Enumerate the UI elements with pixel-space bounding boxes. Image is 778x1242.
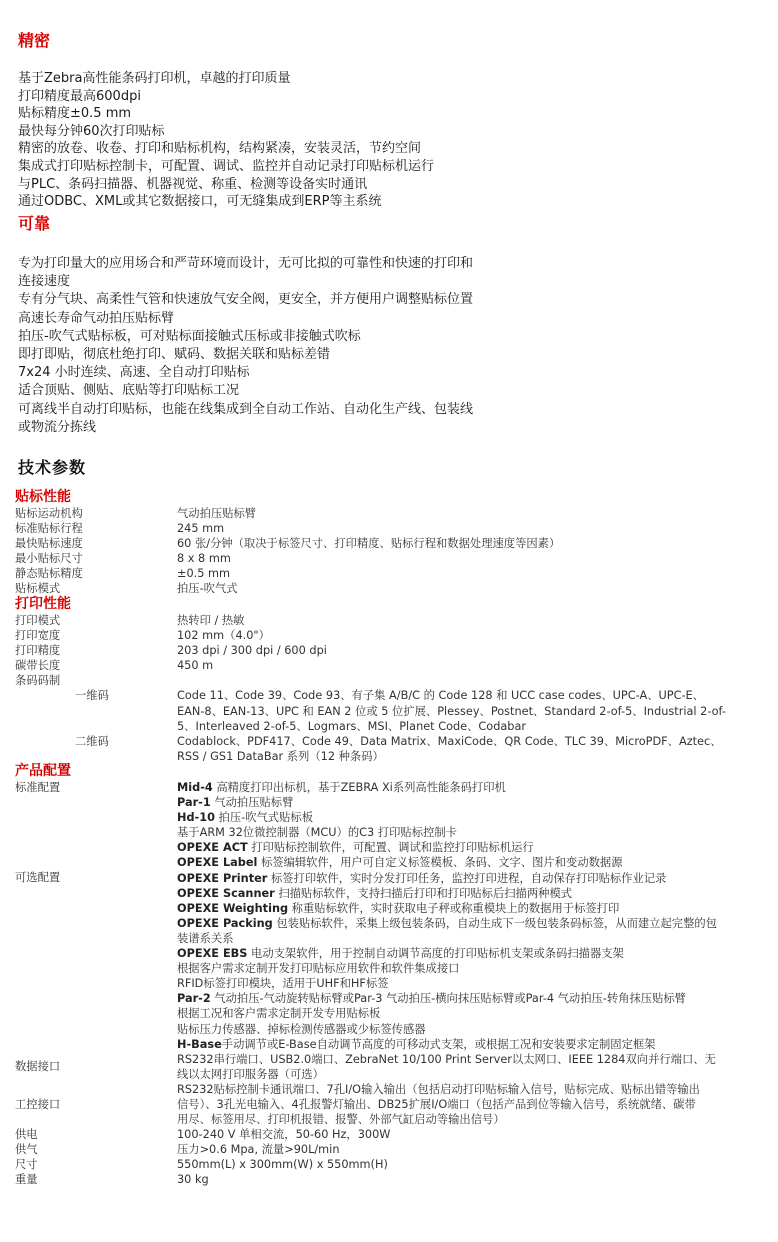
standard-config-line xyxy=(177,780,755,795)
labeling-table xyxy=(15,506,755,597)
spec-value: 100-240 V 单相交流，50-60 Hz，300W xyxy=(177,1128,391,1142)
barcode-2d-line: RSS / GS1 DataBar 系列（12 种条码） xyxy=(177,749,384,763)
config-item-desc: 装谱系关系 xyxy=(177,931,234,945)
config-item-desc: 标签打印软件，实时分发打印任务，监控打印进程，自动保存打印贴标作业记录 xyxy=(267,871,667,885)
config-item-name: Par-2 xyxy=(177,992,211,1006)
barcode-2d-line: Codablock、PDF417、Code 49、Data Matrix、MaxiCode、QR Code、TLC 39、MicroPDF、Aztec、 xyxy=(177,734,722,748)
reliable-line: 或物流分拣线 xyxy=(18,419,97,435)
barcode-2d-label: 二维码 xyxy=(75,734,109,748)
barcode-2d-row xyxy=(15,734,755,764)
reliable-line: 拍压-吹气式贴标板，可对贴标面接触式压标或非接触式吹标 xyxy=(18,328,361,344)
barcode-1d-row xyxy=(15,688,755,733)
spec-row xyxy=(15,521,755,536)
config-item-desc: 高精度打印出标机，基于ZEBRA Xi系列高性能条码打印机 xyxy=(212,781,506,794)
config-item-desc: 根据客户需求定制开发打印贴标应用软件和软件集成接口 xyxy=(177,962,460,976)
tech-specs-title: 技术参数 xyxy=(18,458,87,477)
reliable-line: 适合顶贴、侧贴、底贴等打印贴标工况 xyxy=(18,383,240,399)
reliable-line: 7x24 小时连续、高速、全自动打印贴标 xyxy=(18,365,250,381)
spec-value: ±0.5 mm xyxy=(177,567,231,581)
io-interface-line: 用尽、标签用尽、打印机报错、报警、外部气缸启动等输出信号） xyxy=(177,1113,505,1127)
optional-config-line xyxy=(177,886,755,901)
spec-row xyxy=(15,536,755,551)
config-item-desc: 电动支架软件，用于控制自动调节高度的打印贴标机支架或条码扫描器支架 xyxy=(247,947,624,961)
config-item-name: OPEXE Packing xyxy=(177,916,273,930)
printing-heading: 打印性能 xyxy=(15,596,71,612)
precision-lines xyxy=(18,70,558,211)
config-item-desc: 基于ARM 32位微控制器（MCU）的C3 打印贴标控制卡 xyxy=(177,826,457,840)
config-item-name: OPEXE Printer xyxy=(177,871,268,885)
spec-label: 贴标运动机构 xyxy=(15,507,83,520)
spec-row xyxy=(15,643,755,658)
labeling-heading: 贴标性能 xyxy=(15,489,71,505)
spec-label: 碳带长度 xyxy=(15,659,61,673)
io-interface-line: RS232贴标控制卡通讯端口、7孔I/O输入输出（包括启动打印贴标输入信号，贴标完成、贴标出错等输出 xyxy=(177,1082,700,1096)
precision-line: 与PLC、条码扫描器、机器视觉、称重、检测等设备实时通讯 xyxy=(18,176,368,192)
barcode-1d-line: 5、Interleaved 2-of-5、Logmars、MSI、Planet Code、Codabar xyxy=(177,719,527,733)
config-item-desc: 根据工况和客户需求定制开发专用贴标板 xyxy=(177,1007,381,1021)
barcode-1d-line: Code 11、Code 39、Code 93、有子集 A/B/C 的 Code 128 和 UCC case codes、UPC-A、UPC-E、 xyxy=(177,689,704,703)
precision-line: 基于Zebra高性能条码打印机，卓越的打印质量 xyxy=(18,71,291,86)
barcode-2d-value xyxy=(177,734,755,764)
config-item-desc: 气动拍压-气动旋转贴标臂或Par-3 气动拍压-横向抹压贴标臂或Par-4 气动拍压-转角抹压贴标臂 xyxy=(210,992,686,1006)
spec-row xyxy=(15,673,755,688)
config-item-desc: 贴标压力传感器、掉标检测传感器或少标签传感器 xyxy=(177,1022,426,1036)
printing-table xyxy=(15,613,755,764)
config-item-desc: 扫描贴标软件，支持扫描后打印和打印贴标后扫描两种模式 xyxy=(274,886,573,900)
optional-config-line xyxy=(177,961,755,976)
optional-config-line xyxy=(177,931,755,946)
optional-config-line xyxy=(177,1022,755,1037)
barcode-1d-value xyxy=(177,688,755,733)
optional-config-line xyxy=(177,871,755,886)
config-item-name: OPEXE Weighting xyxy=(177,901,289,915)
spec-value: 热转印 / 热敏 xyxy=(177,614,245,627)
spec-value: 550mm(L) x 300mm(W) x 550mm(H) xyxy=(177,1158,388,1172)
spec-value: 30 kg xyxy=(177,1173,209,1187)
optional-config-value xyxy=(177,840,755,1051)
config-heading: 产品配置 xyxy=(15,763,71,779)
optional-config-line xyxy=(177,840,755,855)
spec-label: 条码码制 xyxy=(15,674,61,688)
precision-line: 集成式打印贴标控制卡，可配置、调试、监控并自动记录打印贴标机运行 xyxy=(18,158,435,174)
spec-label: 打印模式 xyxy=(15,614,61,627)
io-interface-line: 信号）、3孔光电输入、4孔报警灯输出、DB25扩展I/O端口（包括产品到位等输入信号，系统就绪、碳带 xyxy=(177,1097,696,1111)
optional-config-row xyxy=(15,840,755,1051)
spec-label: 最小贴标尺寸 xyxy=(15,552,83,566)
standard-config-line xyxy=(177,795,755,810)
optional-config-line xyxy=(177,1006,755,1021)
precision-line: 通过ODBC、XML或其它数据接口，可无缝集成到ERP等主系统 xyxy=(18,194,382,210)
spec-row xyxy=(15,658,755,673)
optional-config-line xyxy=(177,901,755,916)
io-interface-row xyxy=(15,1082,755,1127)
barcode-1d-line: EAN-8、EAN-13、UPC 和 EAN 2 位或 5 位扩展、Plessey、Postnet、Standard 2-of-5、Industrial 2-of- xyxy=(177,704,726,718)
config-item-desc: 称重贴标软件，实时获取电子秤或称重模块上的数据用于标签打印 xyxy=(288,901,620,915)
config-item-desc: 标签编辑软件，用户可自定义标签模板、条码、文字、图片和变动数据源 xyxy=(257,856,623,870)
config-item-name: Mid-4 xyxy=(177,781,213,794)
standard-config-line xyxy=(177,810,755,825)
precision-heading: 精密 xyxy=(18,31,51,50)
data-interface-row xyxy=(15,1052,755,1082)
reliable-line: 连接速度 xyxy=(18,274,71,290)
spec-value: 拍压-吹气式 xyxy=(177,582,238,596)
precision-line: 贴标精度±0.5 mm xyxy=(18,106,132,122)
config-item-name: Hd-10 xyxy=(177,811,215,825)
reliable-line: 可离线半自动打印贴标，也能在线集成到全自动工作站、自动化生产线、包装线 xyxy=(18,401,474,417)
spec-label: 重量 xyxy=(15,1173,38,1187)
optional-config-label: 可选配置 xyxy=(15,871,61,885)
spec-label: 静态贴标精度 xyxy=(15,567,83,581)
config-item-name: OPEXE ACT xyxy=(177,841,248,855)
config-item-name: OPEXE EBS xyxy=(177,947,248,961)
config-table xyxy=(15,780,755,1188)
spec-value: 245 mm xyxy=(177,522,225,536)
spec-label: 打印宽度 xyxy=(15,629,61,643)
optional-config-line xyxy=(177,976,755,991)
spec-row xyxy=(15,1157,755,1172)
spec-label: 尺寸 xyxy=(15,1158,38,1172)
optional-config-line xyxy=(177,946,755,961)
standard-config-label: 标准配置 xyxy=(15,781,61,794)
config-item-desc: 打印贴标控制软件，可配置、调试和监控打印贴标机运行 xyxy=(247,841,534,855)
optional-config-line xyxy=(177,916,755,931)
data-interface-line: 线以太网打印服务器（可选） xyxy=(177,1067,324,1081)
precision-line: 打印精度最高600dpi xyxy=(18,88,141,104)
data-interface-value xyxy=(177,1052,755,1082)
data-interface-label: 数据接口 xyxy=(15,1059,61,1073)
spec-label: 供气 xyxy=(15,1143,38,1157)
config-item-desc: 包装贴标软件，采集上级包装条码，自动生成下一级包装条码标签，从而建立起完整的包 xyxy=(272,916,717,930)
spec-row xyxy=(15,613,755,628)
standard-config-line xyxy=(177,825,755,840)
spec-row xyxy=(15,551,755,566)
precision-line: 最快每分钟60次打印贴标 xyxy=(18,123,165,139)
barcode-1d-label: 一维码 xyxy=(75,689,109,703)
spec-value xyxy=(177,673,755,688)
spec-value: 压力>0.6 Mpa, 流量>90L/min xyxy=(177,1143,340,1157)
spec-label: 供电 xyxy=(15,1128,38,1142)
spec-row xyxy=(15,1142,755,1157)
reliable-line: 即打即贴，彻底杜绝打印、赋码、数据关联和贴标差错 xyxy=(18,347,331,363)
reliable-line: 高速长寿命气动拍压贴标臂 xyxy=(18,310,175,326)
spec-row xyxy=(15,1127,755,1142)
config-item-desc: 拍压-吹气式贴标板 xyxy=(214,811,313,825)
io-interface-value xyxy=(177,1082,755,1127)
config-item-desc: 气动拍压贴标臂 xyxy=(210,796,294,810)
spec-row xyxy=(15,581,755,596)
reliable-line: 专有分气块、高柔性气管和快速放气安全阀，更安全，并方便用户调整贴标位置 xyxy=(18,292,474,308)
reliable-lines xyxy=(18,255,538,437)
spec-row xyxy=(15,1172,755,1187)
spec-value: 450 m xyxy=(177,659,214,673)
standard-config-row xyxy=(15,780,755,840)
optional-config-line xyxy=(177,855,755,870)
config-item-name: OPEXE Label xyxy=(177,856,258,870)
precision-line: 精密的放卷、收卷、打印和贴标机构，结构紧凑，安装灵活，节约空间 xyxy=(18,141,422,157)
spec-value: 60 张/分钟（取决于标签尺寸、打印精度、贴标行程和数据处理速度等因素） xyxy=(177,537,561,551)
standard-config-value xyxy=(177,780,755,840)
config-item-desc: 手动调节或E-Base自动调节高度的可移动式支架，或根据工况和安装要求定制固定框架 xyxy=(221,1037,656,1051)
config-item-name: H-Base xyxy=(177,1037,222,1051)
config-item-desc: RFID标签打印模块，适用于UHF和HF标签 xyxy=(177,977,389,991)
optional-config-line xyxy=(177,1037,755,1052)
spec-value: 气动拍压贴标臂 xyxy=(177,507,257,520)
spec-value: 8 x 8 mm xyxy=(177,552,231,566)
reliable-line: 专为打印量大的应用场合和严苛环境而设计，无可比拟的可靠性和快速的打印和 xyxy=(18,256,474,271)
spec-value: 102 mm（4.0"） xyxy=(177,629,270,643)
spec-label: 打印精度 xyxy=(15,644,61,658)
spec-label: 贴标模式 xyxy=(15,582,61,596)
spec-row xyxy=(15,628,755,643)
spec-label: 标准贴标行程 xyxy=(15,522,83,536)
reliable-heading: 可靠 xyxy=(18,214,51,233)
spec-row xyxy=(15,506,755,521)
config-item-name: Par-1 xyxy=(177,796,211,810)
spec-label: 最快贴标速度 xyxy=(15,537,83,551)
io-interface-label: 工控接口 xyxy=(15,1097,61,1111)
optional-config-line xyxy=(177,991,755,1006)
data-interface-line: RS232串行端口、USB2.0端口、ZebraNet 10/100 Print Server以太网口、IEEE 1284双向并行端口、无 xyxy=(177,1052,716,1066)
spec-value: 203 dpi / 300 dpi / 600 dpi xyxy=(177,644,327,658)
spec-row xyxy=(15,566,755,581)
config-item-name: OPEXE Scanner xyxy=(177,886,275,900)
